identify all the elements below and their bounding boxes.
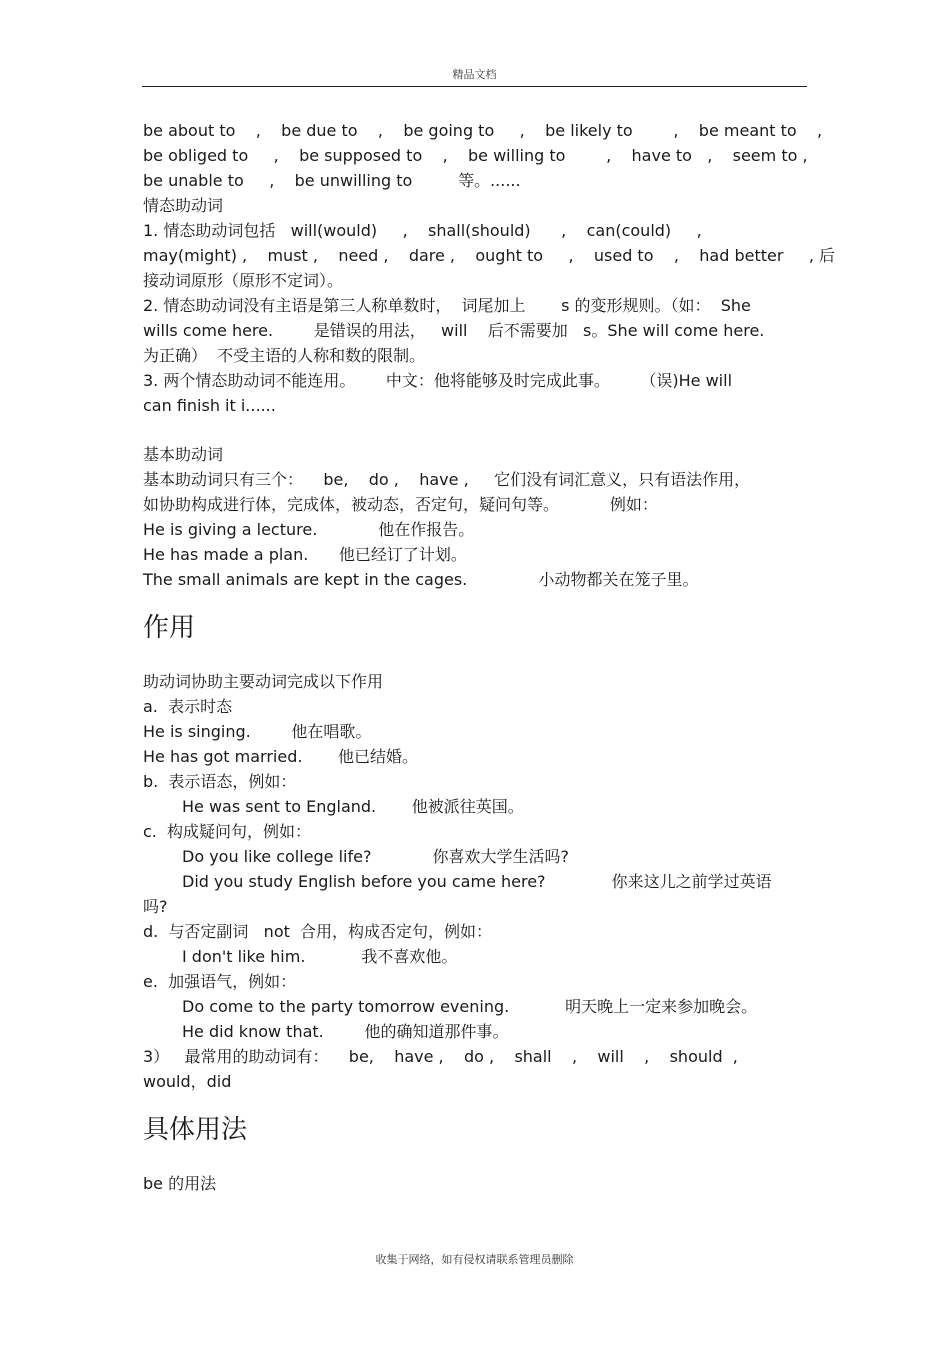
header-divider bbox=[142, 86, 807, 87]
modal-line: may(might) , must , need , dare , ought to , used to , had better , 后 bbox=[143, 246, 836, 265]
function-line: b. 表示语态，例如： bbox=[143, 772, 297, 791]
document-body bbox=[143, 118, 836, 1196]
basic-section-title: 基本助动词 bbox=[143, 445, 224, 464]
usage-first-line: be 的用法 bbox=[143, 1174, 217, 1193]
function-line: I don't like him. 我不喜欢他。 bbox=[182, 947, 458, 966]
function-line: would，did bbox=[143, 1072, 232, 1091]
modal-line: 为正确） 不受主语的人称和数的限制。 bbox=[143, 346, 426, 365]
basic-line: The small animals are kept in the cages. 小动物都关在笼子里。 bbox=[143, 570, 699, 589]
basic-line: 基本助动词只有三个： be, do , have , 它们没有词汇意义，只有语法作用， bbox=[143, 470, 751, 489]
modal-line: 2. 情态助动词没有主语是第三人称单数时， 词尾加上 s 的变形规则。（如： She bbox=[143, 296, 751, 315]
function-line: d. 与否定副词 not 合用，构成否定句，例如： bbox=[143, 922, 493, 941]
function-line: He was sent to England. 他被派往英国。 bbox=[182, 797, 524, 816]
function-line: He did know that. 他的确知道那件事。 bbox=[182, 1022, 509, 1041]
page-header: 精品文档 bbox=[452, 68, 497, 81]
function-line: Did you study English before you came here? 你来这儿之前学过英语 bbox=[182, 872, 772, 891]
section-heading-usage: 具体用法 bbox=[143, 1115, 248, 1145]
function-list bbox=[143, 669, 803, 1094]
function-line: He has got married. 他已结婚。 bbox=[143, 747, 419, 766]
function-line: a. 表示时态 bbox=[143, 697, 233, 716]
intro-line: be unable to , be unwilling to 等。...... bbox=[143, 171, 521, 190]
page-footer: 收集于网络，如有侵权请联系管理员删除 bbox=[375, 1253, 574, 1266]
modal-line: wills come here. 是错误的用法， will 后不需要加 s。She will come here. bbox=[143, 321, 765, 340]
function-line: 吗? bbox=[143, 897, 168, 916]
function-line: c. 构成疑问句，例如： bbox=[143, 822, 312, 841]
intro-line: be obliged to , be supposed to , be willing to , have to , seem to , bbox=[143, 146, 808, 165]
intro-line: be about to , be due to , be going to , be likely to , be meant to , bbox=[143, 121, 823, 140]
modal-line: 3. 两个情态助动词不能连用。 中文：他将能够及时完成此事。 （误)He will bbox=[143, 371, 733, 390]
modal-line: 1. 情态助动词包括 will(would) , shall(should) , can(could) , bbox=[143, 221, 702, 240]
function-line: Do come to the party tomorrow evening. 明天晚上一定来参加晚会。 bbox=[182, 997, 758, 1016]
section-heading-function: 作用 bbox=[143, 613, 196, 643]
basic-line: He is giving a lecture. 他在作报告。 bbox=[143, 520, 475, 539]
modal-line: 接动词原形（原形不定词）。 bbox=[143, 271, 344, 290]
spacer bbox=[143, 418, 803, 442]
modal-section-title: 情态助动词 bbox=[143, 196, 224, 215]
function-line: 助动词协助主要动词完成以下作用 bbox=[143, 672, 384, 691]
function-line: 3） 最常用的助动词有： be, have , do , shall , will , should , bbox=[143, 1047, 738, 1066]
modal-line: can finish it i...... bbox=[143, 396, 276, 415]
basic-line: He has made a plan. 他已经订了计划。 bbox=[143, 545, 467, 564]
basic-line: 如协助构成进行体，完成体，被动态，否定句，疑问句等。 例如： bbox=[143, 495, 658, 514]
function-line: He is singing. 他在唱歌。 bbox=[143, 722, 372, 741]
function-line: Do you like college life? 你喜欢大学生活吗? bbox=[182, 847, 569, 866]
function-line: e. 加强语气，例如： bbox=[143, 972, 297, 991]
